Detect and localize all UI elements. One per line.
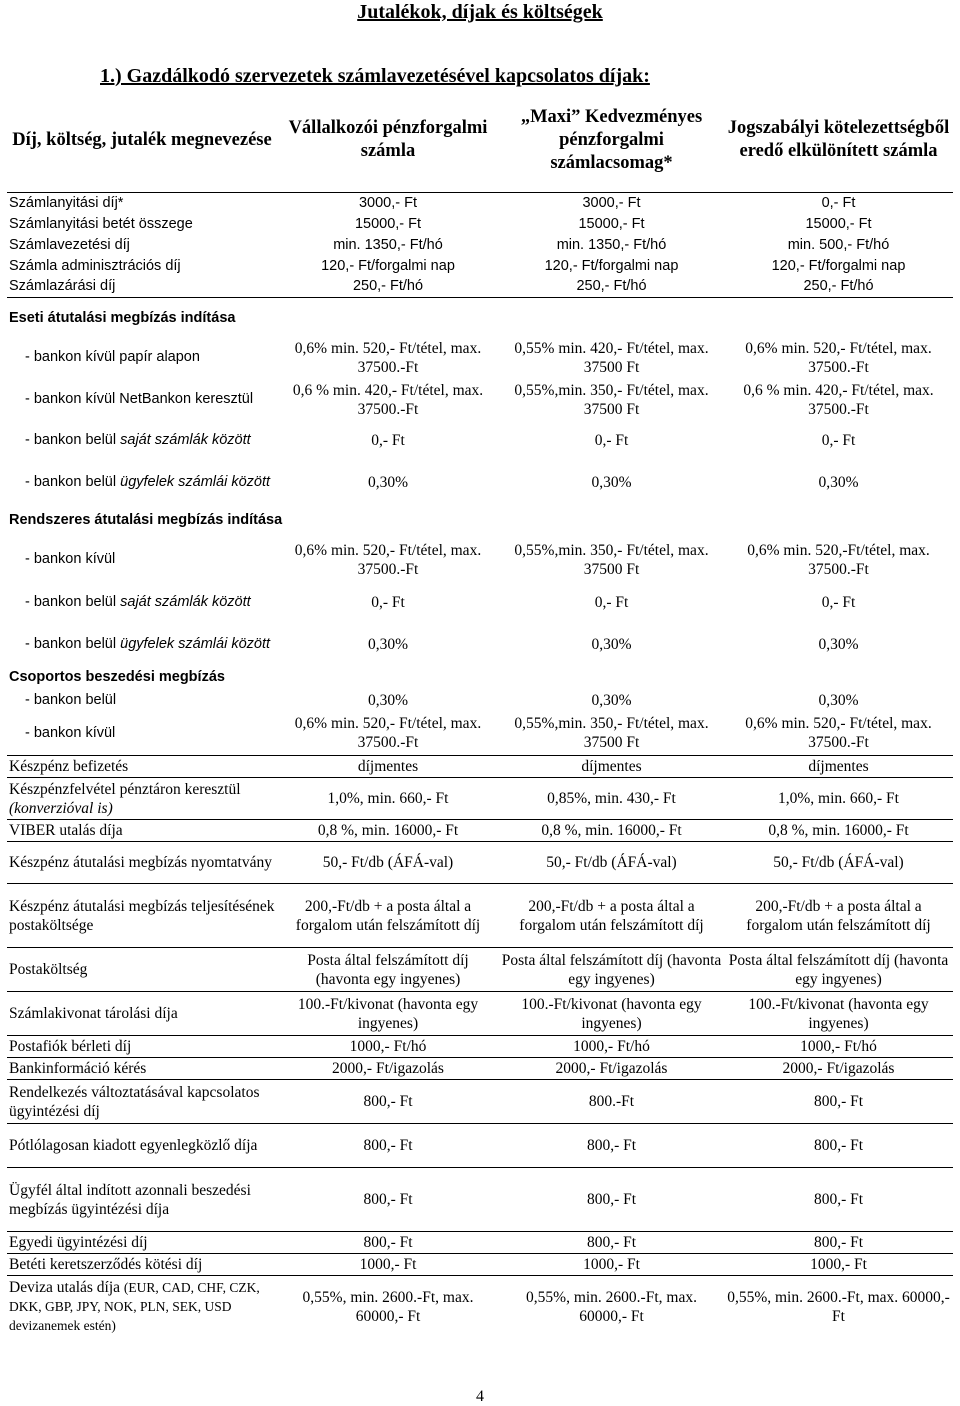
table-row <box>7 538 953 582</box>
row-label: Számlanyitási betét összege <box>9 215 193 232</box>
row-label <box>7 462 277 504</box>
cell-value: 0,6% min. 520,-Ft/tétel, max. 37500.-Ft <box>747 541 930 578</box>
row-label <box>7 1276 277 1338</box>
label-prefix: - bankon belül <box>25 636 121 652</box>
table-row <box>7 820 953 842</box>
table-row <box>7 193 953 214</box>
section-row <box>7 298 953 336</box>
row-label <box>7 778 277 820</box>
cell-value: 0,30% <box>367 692 409 709</box>
page-number: 4 <box>476 1388 484 1405</box>
label-text: Készpénzfelvétel pénztáron keresztül <box>9 780 241 798</box>
cell-value: 200,-Ft/db + a posta által a forgalom után felszámított díj <box>277 884 499 948</box>
table-row <box>7 712 953 756</box>
label-emphasis: (konverzióval is) <box>9 799 113 817</box>
cell-value: min. 1350,- Ft/hó <box>556 236 667 253</box>
cell-value: 50,- Ft/db (ÁFÁ-val) <box>277 842 499 884</box>
cell-value: díjmentes <box>724 756 953 778</box>
row-label <box>7 624 277 666</box>
cell-value: 120,- Ft/forgalmi nap <box>771 257 906 274</box>
table-row <box>7 420 953 462</box>
row-label: VIBER utalás díja <box>7 820 277 842</box>
cell-value: 0,6% min. 520,- Ft/tétel, max. 37500.-Ft <box>294 339 482 376</box>
table-row <box>7 842 953 884</box>
cell-value: 200,-Ft/db + a posta által a forgalom után felszámított díj <box>499 884 724 948</box>
cell-value: 1000,- Ft/hó <box>277 1036 499 1058</box>
header-maxi-package: „Maxi” Kedvezményes pénzforgalmi számlacsomag* <box>499 88 724 193</box>
section-row <box>7 666 953 690</box>
cell-value: 50,- Ft/db (ÁFÁ-val) <box>724 842 953 884</box>
cell-value: 0,55% min. 420,- Ft/tétel, max. 37500 Ft <box>514 339 709 376</box>
cell-value: 800.-Ft <box>499 1080 724 1124</box>
cell-value: 2000,- Ft/igazolás <box>277 1058 499 1080</box>
table-row <box>7 277 953 298</box>
cell-value: díjmentes <box>277 756 499 778</box>
cell-value: 1000,- Ft <box>499 1254 724 1276</box>
table-row <box>7 690 953 712</box>
cell-value: 15000,- Ft <box>805 215 872 232</box>
table-row <box>7 992 953 1036</box>
cell-value: 0,30% <box>591 474 632 491</box>
cell-value: 0,6% min. 520,- Ft/tétel, max. 37500.-Ft <box>294 541 482 578</box>
cell-value: 0,6 % min. 420,- Ft/tétel, max. 37500.-Ft <box>743 381 934 418</box>
label-prefix: - bankon belül <box>25 432 121 448</box>
header-fee-name: Díj, költség, jutalék megnevezése <box>7 88 277 193</box>
row-label: Számlazárási díj <box>9 278 116 295</box>
cell-value: 1000,- Ft/hó <box>499 1036 724 1058</box>
cell-value: min. 500,- Ft/hó <box>787 236 890 253</box>
row-label: - bankon kívül <box>25 551 116 567</box>
cell-value: 100.-Ft/kivonat (havonta egy ingyenes) <box>499 992 724 1036</box>
cell-value: 0,55%, min. 2600.-Ft, max. 60000,- Ft <box>499 1276 724 1338</box>
label-emphasis: saját számlák között <box>120 432 251 448</box>
cell-value: 0,- Ft <box>821 432 856 449</box>
label-emphasis: ügyfelek számlái között <box>120 474 271 490</box>
table-row <box>7 1276 953 1338</box>
cell-value: 800,- Ft <box>724 1232 953 1254</box>
section-row <box>7 504 953 538</box>
row-label: Számla adminisztrációs díj <box>9 257 181 274</box>
label-text: Deviza utalás díja <box>9 1279 121 1297</box>
row-label: Készpénz átutalási megbízás teljesítésének postaköltsége <box>7 884 277 948</box>
cell-value: 250,- Ft/hó <box>352 278 424 295</box>
cell-value: 15000,- Ft <box>578 215 645 232</box>
table-row <box>7 778 953 820</box>
cell-value: 0,- Ft <box>821 594 856 611</box>
cell-value: 0,55%, min. 2600.-Ft, max. 60000,- Ft <box>277 1276 499 1338</box>
label-currency-note: (EUR, CAD, CHF, CZK, DKK, GBP, JPY, NOK, PLN, SEK, USD devizanemek estén) <box>9 1280 260 1334</box>
row-label: Készpénz befizetés <box>7 756 277 778</box>
cell-value: 0,- Ft <box>371 432 405 449</box>
row-label <box>7 420 277 462</box>
table-row <box>7 756 953 778</box>
cell-value: 3000,- Ft <box>582 194 641 211</box>
table-row <box>7 582 953 624</box>
table-row <box>7 256 953 277</box>
table-row <box>7 214 953 235</box>
table-row <box>7 235 953 256</box>
cell-value: min. 1350,- Ft/hó <box>333 236 443 253</box>
cell-value: 15000,- Ft <box>354 215 422 232</box>
cell-value: 0,- Ft <box>594 432 629 449</box>
cell-value: 0,6% min. 520,- Ft/tétel, max. 37500.-Ft <box>294 715 482 752</box>
cell-value: 120,- Ft/forgalmi nap <box>321 257 455 274</box>
row-label: Bankinformáció kérés <box>7 1058 277 1080</box>
cell-value: 0,85%, min. 430,- Ft <box>499 778 724 820</box>
cell-value: 800,- Ft <box>724 1080 953 1124</box>
table-row <box>7 1036 953 1058</box>
cell-value: 0,6% min. 520,- Ft/tétel, max. 37500.-Ft <box>745 715 932 752</box>
cell-value: 0,- Ft <box>371 594 405 611</box>
cell-value: 800,- Ft <box>277 1080 499 1124</box>
section-label: Csoportos beszedési megbízás <box>9 669 225 685</box>
cell-value: 0,6 % min. 420,- Ft/tétel, max. 37500.-Ft <box>292 381 484 418</box>
row-label: Ügyfél által indított azonnali beszedési megbízás ügyintézési díja <box>7 1168 277 1232</box>
cell-value: Posta által felszámított díj (havonta egy ingyenes) <box>499 948 724 992</box>
table-row <box>7 1168 953 1232</box>
cell-value: 800,- Ft <box>499 1232 724 1254</box>
cell-value: 1000,- Ft <box>724 1254 953 1276</box>
table-row <box>7 1232 953 1254</box>
row-label: - bankon belül <box>25 692 117 708</box>
row-label: Számlakivonat tárolási díja <box>7 992 277 1036</box>
row-label: - bankon kívül <box>25 724 116 741</box>
cell-value: Posta által felszámított díj (havonta egy ingyenes) <box>277 948 499 992</box>
row-label: Postaköltség <box>7 948 277 992</box>
row-label: - bankon kívül NetBankon keresztül <box>25 391 254 407</box>
row-label: Egyedi ügyintézési díj <box>7 1232 277 1254</box>
cell-value: 0,30% <box>367 636 409 653</box>
cell-value: 0,55%, min. 2600.-Ft, max. 60000,- Ft <box>724 1276 953 1338</box>
table-row <box>7 948 953 992</box>
row-label: Pótlólagosan kiadott egyenlegközlő díja <box>7 1124 277 1168</box>
cell-value: 0,30% <box>591 692 632 709</box>
label-prefix: - bankon belül <box>25 474 121 490</box>
cell-value: 0,30% <box>818 474 859 491</box>
cell-value: 250,- Ft/hó <box>576 278 647 295</box>
cell-value: 800,- Ft <box>277 1168 499 1232</box>
row-label: Számlavezetési díj <box>9 236 130 253</box>
table-row <box>7 1254 953 1276</box>
cell-value: 0,55%,min. 350,- Ft/tétel, max. 37500 Ft <box>514 381 709 418</box>
cell-value: 0,6% min. 520,- Ft/tétel, max. 37500.-Ft <box>745 339 932 376</box>
cell-value: 800,- Ft <box>499 1124 724 1168</box>
row-label: Betéti keretszerződés kötési díj <box>7 1254 277 1276</box>
section-label: Eseti átutalási megbízás indítása <box>7 298 953 336</box>
row-label: Számlanyitási díj* <box>9 194 124 211</box>
cell-value: 0,30% <box>591 636 632 653</box>
cell-value: 1,0%, min. 660,- Ft <box>277 778 499 820</box>
section-label: Rendszeres átutalási megbízás indítása <box>9 512 283 528</box>
row-label: Készpénz átutalási megbízás nyomtatvány <box>7 842 277 884</box>
table-row <box>7 1058 953 1080</box>
cell-value: 50,- Ft/db (ÁFÁ-val) <box>499 842 724 884</box>
table-row <box>7 380 953 420</box>
label-prefix: - bankon belül <box>25 594 121 610</box>
section-heading: 1.) Gazdálkodó szervezetek számlavezetésével kapcsolatos díjak: <box>100 65 650 87</box>
header-segregated-account: Jogszabályi kötelezettségből eredő elkülönített számla <box>724 88 953 193</box>
cell-value: 3000,- Ft <box>358 194 418 211</box>
fee-table <box>7 88 953 1338</box>
cell-value: 250,- Ft/hó <box>803 278 874 295</box>
cell-value: 2000,- Ft/igazolás <box>724 1058 953 1080</box>
cell-value: 0,8 %, min. 16000,- Ft <box>499 820 724 842</box>
cell-value: 0,8 %, min. 16000,- Ft <box>277 820 499 842</box>
cell-value: 1,0%, min. 660,- Ft <box>724 778 953 820</box>
row-label: Rendelkezés változtatásával kapcsolatos ügyintézési díj <box>7 1080 277 1124</box>
cell-value: 200,-Ft/db + a posta által a forgalom után felszámított díj <box>724 884 953 948</box>
cell-value: 120,- Ft/forgalmi nap <box>544 257 679 274</box>
table-row <box>7 1124 953 1168</box>
cell-value: 0,55%,min. 350,- Ft/tétel, max. 37500 Ft <box>514 715 709 752</box>
row-label <box>7 582 277 624</box>
label-emphasis: ügyfelek számlái között <box>120 636 271 652</box>
cell-value: 0,30% <box>818 692 859 709</box>
cell-value: 0,8 %, min. 16000,- Ft <box>724 820 953 842</box>
cell-value: 100.-Ft/kivonat (havonta egy ingyenes) <box>724 992 953 1036</box>
table-header-row <box>7 88 953 193</box>
cell-value: 800,- Ft <box>724 1168 953 1232</box>
cell-value: 100.-Ft/kivonat (havonta egy ingyenes) <box>277 992 499 1036</box>
cell-value: 0,30% <box>818 636 859 653</box>
table-row <box>7 624 953 666</box>
row-label: - bankon kívül papír alapon <box>25 349 200 365</box>
cell-value: 0,- Ft <box>821 194 856 211</box>
cell-value: 0,- Ft <box>594 594 629 611</box>
cell-value: 0,55%,min. 350,- Ft/tétel, max. 37500 Ft <box>514 541 709 578</box>
table-row <box>7 336 953 380</box>
cell-value: 1000,- Ft <box>277 1254 499 1276</box>
cell-value: 800,- Ft <box>499 1168 724 1232</box>
table-row <box>7 1080 953 1124</box>
row-label: Postafiók bérleti díj <box>7 1036 277 1058</box>
cell-value: 800,- Ft <box>277 1232 499 1254</box>
cell-value: Posta által felszámított díj (havonta egy ingyenes) <box>724 948 953 992</box>
cell-value: 800,- Ft <box>724 1124 953 1168</box>
header-business-account: Vállalkozói pénzforgalmi számla <box>277 88 499 193</box>
cell-value: 0,30% <box>367 474 409 491</box>
cell-value: 1000,- Ft/hó <box>724 1036 953 1058</box>
cell-value: díjmentes <box>499 756 724 778</box>
label-emphasis: saját számlák között <box>120 594 251 610</box>
table-row <box>7 462 953 504</box>
page-title: Jutalékok, díjak és költségek <box>357 1 603 23</box>
cell-value: 800,- Ft <box>277 1124 499 1168</box>
table-row <box>7 884 953 948</box>
cell-value: 2000,- Ft/igazolás <box>499 1058 724 1080</box>
